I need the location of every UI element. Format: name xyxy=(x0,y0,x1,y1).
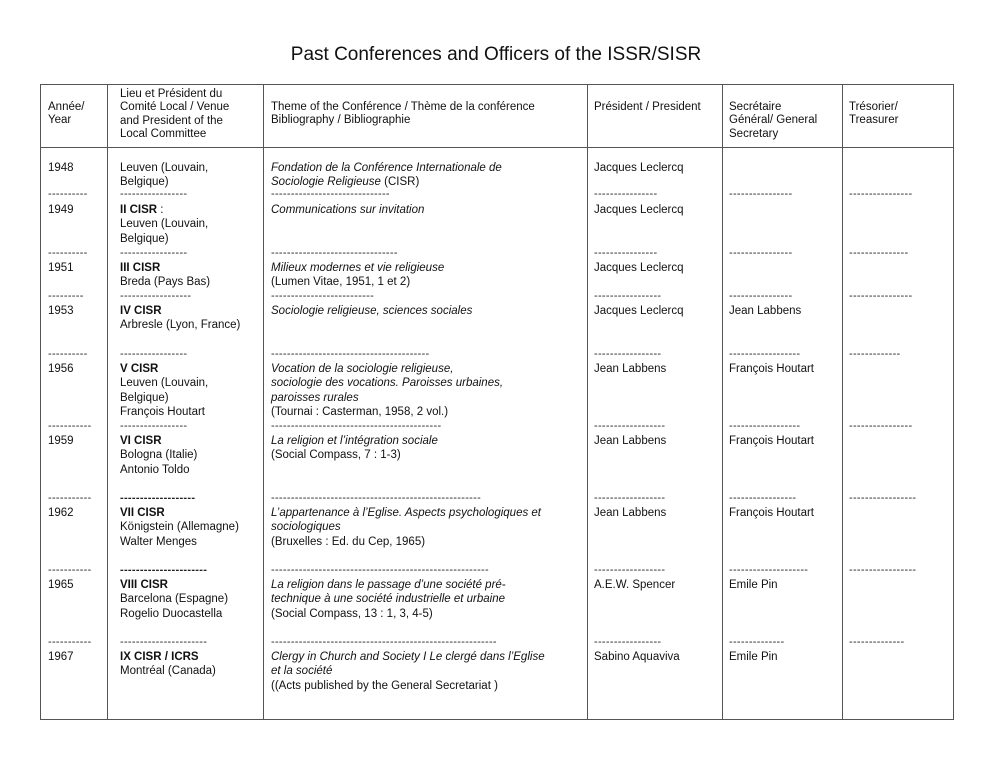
theme-cell: La religion et l’intégration sociale (Social Compass, 7 : 1-3) xyxy=(271,435,438,462)
separator-dashes: ----------------- xyxy=(120,247,188,259)
secretary-cell: Emile Pin xyxy=(729,651,778,663)
separator-dashes: ----------------- xyxy=(120,420,188,432)
separator-dashes: ----------- xyxy=(48,564,92,576)
theme-cell: L’appartenance à l’Eglise. Aspects psychologiques et sociologiques (Bruxelles : Ed. du Cep, 1965) xyxy=(271,507,541,548)
separator-dashes: ----------- xyxy=(48,492,92,504)
header-theme: Theme of the Conférence / Thème de la conférence Bibliography / Bibliographie xyxy=(271,101,535,127)
year-cell: 1959 xyxy=(48,435,74,447)
column-divider xyxy=(842,85,843,719)
header-treasurer: Trésorier/ Treasurer xyxy=(849,101,899,127)
separator-dashes: ----------------- xyxy=(120,188,188,200)
separator-dashes: ------------------ xyxy=(729,348,801,360)
separator-dashes: ------------------ xyxy=(594,420,666,432)
president-cell: Jacques Leclercq xyxy=(594,305,684,317)
year-cell: 1951 xyxy=(48,262,74,274)
header-venue: Lieu et Président du Comité Local / Venue and President of the Local Committee xyxy=(120,88,230,141)
separator-dashes: ---------- xyxy=(48,348,88,360)
separator-dashes: ---------------- xyxy=(729,247,793,259)
separator-dashes: ----------------- xyxy=(594,636,662,648)
theme-cell: Sociologie religieuse, sciences sociales xyxy=(271,305,473,317)
separator-dashes: ---------------- xyxy=(594,247,658,259)
secretary-cell: Jean Labbens xyxy=(729,305,802,317)
year-cell: 1949 xyxy=(48,204,74,216)
separator-dashes: -------------------------- xyxy=(271,290,375,302)
venue-cell: VI CISR Bologna (Italie) Antonio Toldo xyxy=(120,435,198,476)
separator-dashes: ----------------- xyxy=(594,290,662,302)
separator-dashes: ----------------- xyxy=(594,348,662,360)
year-cell: 1948 xyxy=(48,162,74,174)
separator-dashes: --------------- xyxy=(849,247,909,259)
separator-dashes: ---------------- xyxy=(849,420,913,432)
separator-dashes: ------------------ xyxy=(729,420,801,432)
theme-cell: Communications sur invitation xyxy=(271,204,425,216)
separator-dashes: ----------------- xyxy=(849,564,917,576)
separator-dashes: ----------- xyxy=(48,420,92,432)
separator-dashes: ------------------------------------------------------- xyxy=(271,564,489,576)
venue-cell: Leuven (Louvain, Belgique) xyxy=(120,162,209,189)
secretary-cell: François Houtart xyxy=(729,435,815,447)
separator-dashes: ---------------------------------------- xyxy=(271,348,430,360)
president-cell: Sabino Aquaviva xyxy=(594,651,680,663)
separator-dashes: ----------------- xyxy=(729,492,797,504)
separator-dashes: ----------------------------------------------------- xyxy=(271,492,482,504)
separator-dashes: --------------------------------------------------------- xyxy=(271,636,497,648)
separator-dashes: ---------------------- xyxy=(120,564,208,576)
year-cell: 1956 xyxy=(48,363,74,375)
separator-dashes: ----------- xyxy=(48,636,92,648)
theme-cell: Fondation de la Conférence Internationale de Sociologie Religieuse (CISR) xyxy=(271,162,502,189)
separator-dashes: ------------------ xyxy=(594,492,666,504)
conferences-table xyxy=(40,84,954,720)
theme-cell: Vocation de la sociologie religieuse, sociologie des vocations. Paroisses urbaines, paroisses rurales (Tournai : Casterman, 1958, 2 vol.) xyxy=(271,363,504,419)
secretary-cell: Emile Pin xyxy=(729,579,778,591)
secretary-cell: François Houtart xyxy=(729,363,815,375)
president-cell: Jacques Leclercq xyxy=(594,162,684,174)
separator-dashes: ----------------- xyxy=(849,492,917,504)
theme-cell: La religion dans le passage d’une société pré- technique à une société industrielle et urbaine (Social Compass, 13 : 1, 3, 4-5) xyxy=(271,579,506,620)
separator-dashes: -------------- xyxy=(849,636,905,648)
separator-dashes: ---------------------- xyxy=(120,636,208,648)
separator-dashes: -------------- xyxy=(729,636,785,648)
separator-dashes: ------------------ xyxy=(120,290,192,302)
header-divider xyxy=(41,147,953,148)
separator-dashes: ------------- xyxy=(849,348,901,360)
venue-cell: VIII CISR Barcelona (Espagne) Rogelio Duocastella xyxy=(120,579,229,620)
separator-dashes: ---------------- xyxy=(849,290,913,302)
separator-dashes: -------------------------------- xyxy=(271,247,398,259)
separator-dashes: ----------------- xyxy=(120,348,188,360)
theme-cell: Milieux modernes et vie religieuse (Lumen Vitae, 1951, 1 et 2) xyxy=(271,262,445,289)
venue-cell: III CISR Breda (Pays Bas) xyxy=(120,262,211,289)
president-cell: Jean Labbens xyxy=(594,507,667,519)
column-divider xyxy=(722,85,723,719)
year-cell: 1953 xyxy=(48,305,74,317)
separator-dashes: ------------------ xyxy=(594,564,666,576)
separator-dashes: ---------------- xyxy=(729,188,793,200)
separator-dashes: ---------- xyxy=(48,188,88,200)
header-year: Année/ Year xyxy=(48,101,85,127)
separator-dashes: ---------------- xyxy=(594,188,658,200)
venue-cell: IV CISR Arbresle (Lyon, France) xyxy=(120,305,241,332)
separator-dashes: ---------- xyxy=(48,247,88,259)
column-divider xyxy=(587,85,588,719)
year-cell: 1965 xyxy=(48,579,74,591)
president-cell: Jacques Leclercq xyxy=(594,204,684,216)
year-cell: 1962 xyxy=(48,507,74,519)
separator-dashes: ---------------- xyxy=(849,188,913,200)
venue-cell: VII CISR Königstein (Allemagne) Walter Menges xyxy=(120,507,239,548)
column-divider xyxy=(263,85,264,719)
column-divider xyxy=(107,85,108,719)
year-cell: 1967 xyxy=(48,651,74,663)
separator-dashes: ------------------------------ xyxy=(271,188,390,200)
separator-dashes: ------------------- xyxy=(120,492,196,504)
venue-cell: IX CISR / ICRS Montréal (Canada) xyxy=(120,651,216,678)
separator-dashes: ---------------- xyxy=(729,290,793,302)
header-president: Président / President xyxy=(594,101,701,113)
venue-cell: II CISR : Leuven (Louvain, Belgique) xyxy=(120,204,209,245)
header-secretary: Secrétaire Général/ General Secretary xyxy=(729,101,818,140)
theme-cell: Clergy in Church and Society I Le clergé dans l’Eglise et la société ((Acts published by the General Secretariat ) xyxy=(271,651,545,692)
separator-dashes: --------- xyxy=(48,290,84,302)
president-cell: Jacques Leclercq xyxy=(594,262,684,274)
venue-cell: V CISR Leuven (Louvain, Belgique) François Houtart xyxy=(120,363,209,419)
page-title: Past Conferences and Officers of the ISSR/SISR xyxy=(290,44,702,65)
secretary-cell: François Houtart xyxy=(729,507,815,519)
president-cell: A.E.W. Spencer xyxy=(594,579,676,591)
separator-dashes: ------------------------------------------- xyxy=(271,420,442,432)
president-cell: Jean Labbens xyxy=(594,363,667,375)
separator-dashes: -------------------- xyxy=(729,564,809,576)
president-cell: Jean Labbens xyxy=(594,435,667,447)
